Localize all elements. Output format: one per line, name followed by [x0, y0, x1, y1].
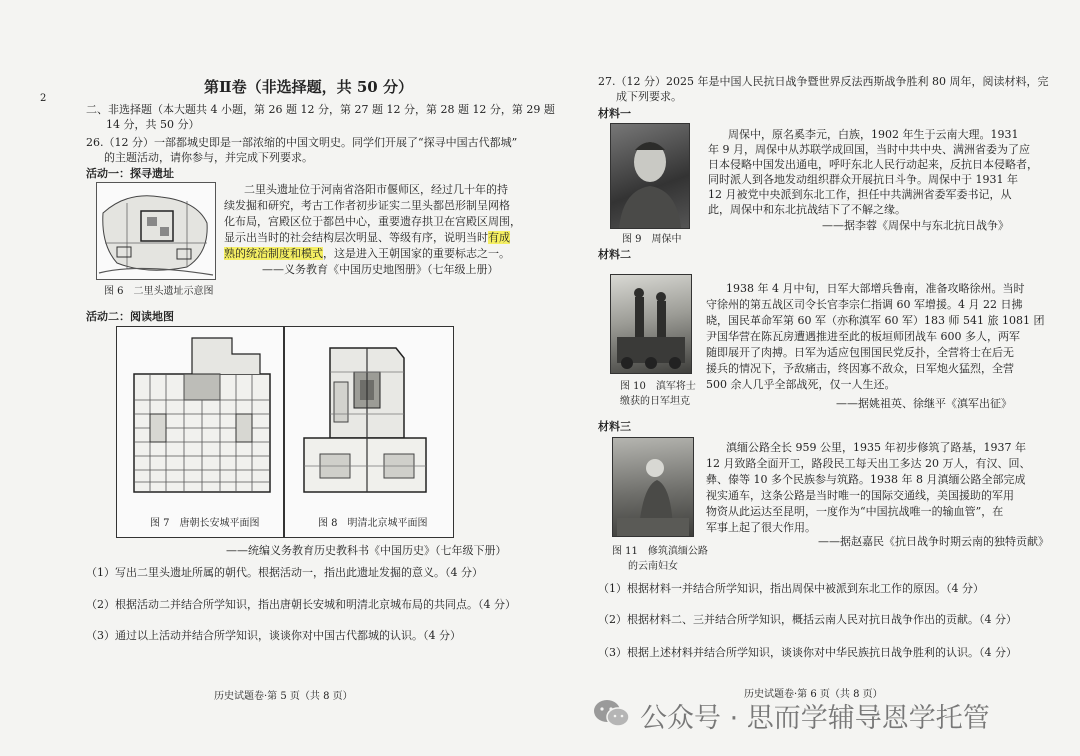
m2-line: 500 余人几乎全部战死，仅一人生还。: [706, 378, 896, 391]
road-worker-figure: [613, 438, 693, 536]
a1-text-line4-plain: 显示出当时的社会结构层次明显、等级有序，说明当时: [224, 231, 488, 244]
q27-part2: （2）根据材料二、三并结合所学知识，概括云南人民对抗日战争作出的贡献。（4 分）: [598, 613, 1017, 626]
soldiers-tank-figure: [611, 275, 691, 373]
material1-heading: 材料一: [598, 107, 631, 120]
left-page-footer: 历史试题卷·第 5 页（共 8 页）: [214, 691, 353, 702]
fig11-caption-line2: 的云南妇女: [628, 561, 678, 572]
m3-line: 物资从此运达至昆明，一度作为“中国抗战唯一的输血管”，在: [706, 505, 1004, 518]
section-heading-line1: 二、非选择题（本大题共 4 小题，第 26 题 12 分，第 27 题 12 分，第 28 题 12 分，第 29 题: [86, 103, 555, 116]
watermark-text: 公众号 · 思而学辅导恩学托管: [640, 703, 990, 734]
q27-part1: （1）根据材料一并结合所学知识，指出周保中被派到东北工作的原因。（4 分）: [598, 582, 984, 595]
a1-text-line1: 二里头遗址位于河南省洛阳市偃师区，经过几十年的持: [244, 183, 508, 196]
q26-intro-line1: 26.（12 分）一部都城史即是一部浓缩的中国文明史。同学们开展了“探寻中国古代都城”: [86, 136, 518, 149]
page-mark: 2: [40, 93, 47, 104]
m3-line: 滇缅公路全长 959 公里，1935 年初步修筑了路基，1937 年: [726, 441, 1026, 454]
m1-line: 年 9 月，周保中从苏联学成回国，当时中共中央、满洲省委为了应: [708, 143, 1030, 156]
a1-text-line5: [224, 247, 510, 261]
site-map-drawing: [97, 183, 215, 279]
m2-line: 随即展开了肉搏。日军为适应包围国民党反扑，全营将士在后无: [706, 346, 1014, 359]
a1-text-line3: 化布局，宫殿区位于都邑中心，重要遗存拱卫在宫殿区周围，: [224, 215, 521, 228]
activity2-heading: 活动二：阅读地图: [86, 310, 174, 323]
q26-part3: （3）通过以上活动并结合所学知识，谈谈你对中国古代都城的认识。（4 分）: [86, 629, 461, 642]
fig10-photo: [610, 274, 692, 374]
q27-intro-line2: 成下列要求。: [616, 90, 682, 103]
a1-highlight-start: 有成: [488, 231, 510, 244]
m2-line: 守徐州的第五战区司令长官李宗仁指调 60 军增援。4 月 22 日拂: [706, 298, 1023, 311]
fig10-caption-line2: 缴获的日军坦克: [620, 396, 690, 407]
a1-source: ——义务教育《中国历史地图册》（七年级上册）: [262, 263, 499, 276]
a1-highlight-end: 熟的统治制度和模式: [224, 247, 323, 260]
part-title: 第Ⅱ卷（非选择题，共 50 分）: [204, 78, 413, 96]
fig7-changan-map: [132, 334, 272, 496]
material3-heading: 材料三: [598, 420, 631, 433]
m3-line: 彝、傣等 10 多个民族参与筑路。1938 年 8 月滇缅公路全部完成: [706, 473, 1026, 486]
a1-text-line2: 续发掘和研究，考古工作者初步证实二里头都邑形制呈网格: [224, 199, 510, 212]
m2-line: 尹国华营在陈瓦房遭遇推进至此的板垣师团战车 600 多人，两军: [706, 330, 1020, 343]
activity1-heading: 活动一：探寻遗址: [86, 167, 174, 180]
fig9-caption: 图 9 周保中: [622, 234, 682, 245]
m1-line: 日本侵略中国发出通电，呼吁东北人民行动起来，反抗日本侵略者，: [708, 158, 1038, 171]
q26-intro-line2: 的主题活动，请你参与，并完成下列要求。: [104, 151, 313, 164]
material1-source: ——据李蓉《周保中与东北抗日战争》: [822, 219, 1009, 232]
fig11-caption-line1: 图 11 修筑滇缅公路: [612, 546, 708, 557]
material2-source: ——据姚祖英、徐继平《滇军出征》: [836, 397, 1012, 410]
m2-line: 援兵的情况下，予敌痛击，终因寡不敌众，日军炮火猛烈，全营: [706, 362, 1014, 375]
q27-part3: （3）根据上述材料并结合所学知识，谈谈你对中华民族抗日战争胜利的认识。（4 分）: [598, 646, 1017, 659]
fig11-photo: [612, 437, 694, 537]
wechat-icon: [592, 698, 632, 730]
map-source: ——统编义务教育历史教科书《中国历史》（七年级下册）: [226, 544, 507, 557]
a1-text-line4: [224, 231, 510, 245]
material3-source: ——据赵嘉民《抗日战争时期云南的独特贡献》: [818, 535, 1049, 548]
m2-line: 1938 年 4 月中旬，日军大部增兵鲁南，准备攻略徐州。当时: [726, 282, 1025, 295]
right-page-footer: 历史试题卷·第 6 页（共 8 页）: [744, 689, 883, 700]
fig9-portrait-photo: [610, 123, 690, 229]
q26-part1: （1）写出二里头遗址所属的朝代。根据活动一，指出此遗址发掘的意义。（4 分）: [86, 566, 483, 579]
m1-line: 周保中，原名奚李元，白族，1902 年生于云南大理。1931: [728, 128, 1019, 141]
m3-line: 视实通车，这条公路是当时唯一的国际交通线，美国援助的军用: [706, 489, 1014, 502]
fig6-caption: 图 6 二里头遗址示意图: [104, 286, 214, 297]
m1-line: 此，周保中和东北抗战结下了不解之缘。: [708, 203, 906, 216]
m3-line: 12 月致路全面开工，路段民工每天出工多达 20 万人，有汉、回、: [706, 457, 1031, 470]
fig8-caption: 图 8 明清北京城平面图: [318, 518, 428, 529]
m1-line: 同时派人到各地发动组织群众开展抗日斗争。周保中于 1931 年: [708, 173, 1018, 186]
q26-part2: （2）根据活动二并结合所学知识，指出唐朝长安城和明清北京城布局的共同点。（4 分）: [86, 598, 516, 611]
m1-line: 12 月被党中央派到东北工作，担任中共满洲省委军委书记，从: [708, 188, 1012, 201]
a1-text-line5-plain: ，这是进入王朝国家的重要标志之一。: [323, 247, 510, 260]
fig10-caption-line1: 图 10 滇军将士: [620, 381, 696, 392]
fig6-site-map: [96, 182, 216, 280]
m2-line: 晓，国民革命军第 60 军（亦称滇军 60 军）183 师 541 旅 1081 团: [706, 314, 1045, 327]
material2-heading: 材料二: [598, 248, 631, 261]
section-heading-line2: 14 分，共 50 分）: [106, 118, 200, 131]
m3-line: 军事上起了很大作用。: [706, 521, 816, 534]
fig7-caption: 图 7 唐朝长安城平面图: [150, 518, 260, 529]
portrait-figure: [611, 124, 689, 228]
fig8-beijing-map: [300, 342, 430, 502]
q27-intro-line1: 27.（12 分）2025 年是中国人民抗日战争暨世界反法西斯战争胜利 80 周年，阅读材料，完: [598, 75, 1049, 88]
